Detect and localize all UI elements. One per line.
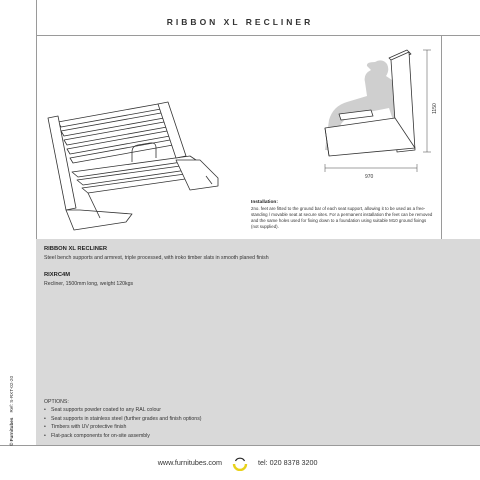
left-runner [66, 210, 132, 230]
side-brand: © Furnitubes [9, 417, 14, 446]
options-heading: OPTIONS: [44, 399, 69, 405]
top-rule [36, 35, 480, 36]
option-item: • Flat-pack components for on-site assembly [44, 432, 202, 440]
option-item: • Timbers with UV protective finish [44, 423, 202, 431]
side-reference [9, 376, 14, 446]
product-code: RIXRC4M [44, 272, 71, 278]
bottom-rule [0, 445, 480, 446]
footer-url[interactable]: www.furnitubes.com [157, 458, 222, 467]
installation-note [251, 200, 433, 230]
page-title: RIBBON XL RECLINER [166, 17, 314, 27]
right-support [158, 102, 186, 158]
product-description: Steel bench supports and armrest, triple processed, with iroko timber slats in smooth planed finish [44, 255, 269, 261]
height-dimension: 1150 [432, 103, 438, 114]
option-item: • Seat supports in stainless steel (further grades and finish options) [44, 415, 202, 423]
product-name: RIBBON XL RECLINER [44, 246, 108, 252]
furnitubes-logo-icon [232, 455, 248, 471]
options-list [44, 406, 202, 440]
side-elevation-drawing [285, 44, 440, 194]
width-dimension: 970 [365, 174, 374, 180]
bench-perspective-drawing [40, 90, 230, 240]
footer-telephone: tel: 020 8378 3200 [258, 458, 318, 467]
installation-text: 2no. feet are fitted to the ground bar of each seat support, allowing it to be used as a free-standing / movable seat at secure sites. For a permanent installation the feet can be removed and the same holes used for fixing down to a foundation using suitable M10 ground fixings (not supplied). [251, 206, 433, 229]
divider-rule [441, 35, 442, 239]
product-code-description: Recliner, 1500mm long, weight 120kgs [44, 281, 134, 287]
footer [0, 457, 480, 473]
installation-heading: Installation: [251, 200, 278, 205]
side-ref-code: Ref: S-RXT-02-20 [9, 375, 14, 413]
options-block [44, 398, 202, 440]
option-item: • Seat supports powder coated to any RAL colour [44, 406, 202, 414]
